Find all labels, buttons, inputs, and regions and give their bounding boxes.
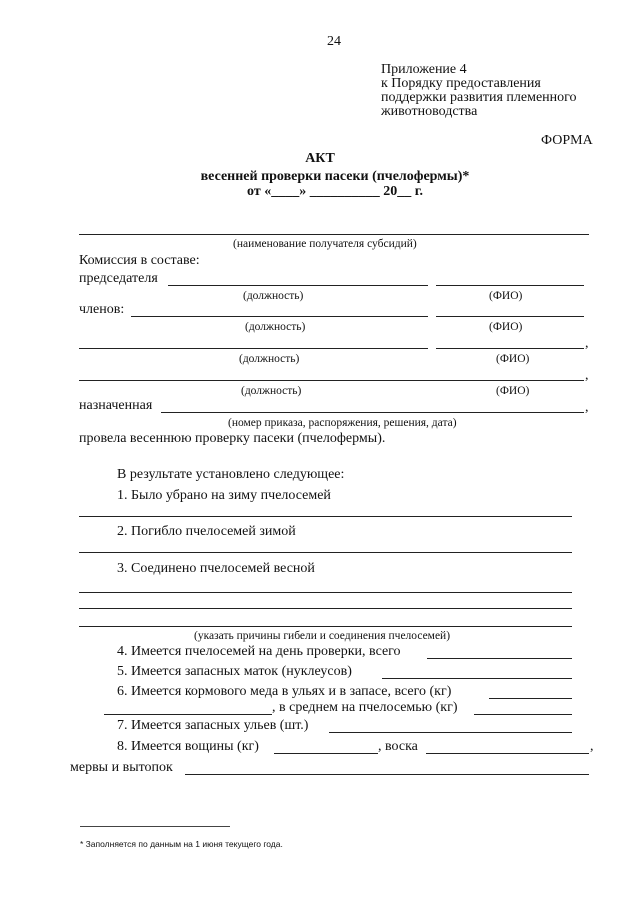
chairman-fio-line: [436, 285, 584, 286]
title-subject: весенней проверки пасеки (пчелофермы)*: [200, 169, 470, 184]
item-1-line: [79, 516, 572, 517]
position-caption: (должность): [241, 385, 302, 397]
conducted-text: провела весеннюю проверку пасеки (пчелофермы).: [79, 431, 386, 446]
form-label: ФОРМА: [541, 133, 593, 148]
item-6-line: [489, 698, 572, 699]
item-6-avg-line: [474, 714, 572, 715]
title-date: от «____» __________ 20__ г.: [247, 184, 423, 199]
order-caption: (номер приказа, распоряжения, решения, дата): [228, 417, 457, 429]
member3-line: [79, 380, 584, 381]
item-8-wax: , воска: [378, 739, 418, 754]
position-caption: (должность): [245, 321, 306, 333]
member1-position-line: [131, 316, 428, 317]
item-3-line-1: [79, 592, 572, 593]
comma: ,: [585, 368, 589, 383]
item-8-merva-line: [185, 774, 589, 775]
item-7-line: [329, 732, 572, 733]
footnote-separator: [80, 826, 230, 827]
fio-caption: (ФИО): [489, 321, 523, 333]
item-6: 6. Имеется кормового меда в ульях и в запасе, всего (кг): [117, 684, 452, 699]
item-6-average: , в среднем на пчелосемью (кг): [272, 700, 458, 715]
item-2: 2. Погибло пчелосемей зимой: [117, 524, 296, 539]
item-3-line-2: [79, 608, 572, 609]
appendix-line-1: Приложение 4: [381, 62, 467, 77]
chairman-label: председателя: [79, 271, 158, 286]
recipient-line: [79, 234, 589, 235]
chairman-position-line: [168, 285, 428, 286]
member2-position-line: [79, 348, 428, 349]
member2-fio-line: [436, 348, 584, 349]
reasons-caption: (указать причины гибели и соединения пчелосемей): [194, 630, 451, 642]
item-5: 5. Имеется запасных маток (нуклеусов): [117, 664, 352, 679]
item-4-line: [427, 658, 572, 659]
result-intro: В результате установлено следующее:: [117, 467, 345, 482]
members-label: членов:: [79, 302, 125, 317]
item-2-line: [79, 552, 572, 553]
order-line: [161, 412, 584, 413]
item-7: 7. Имеется запасных ульев (шт.): [117, 718, 309, 733]
appendix-line-2: к Порядку предоставления: [381, 76, 541, 91]
item-1: 1. Было убрано на зиму пчелосемей: [117, 488, 331, 503]
comma: ,: [585, 336, 589, 351]
appendix-line-3: поддержки развития племенного: [381, 90, 577, 105]
appendix-line-4: животноводства: [381, 104, 478, 119]
comma: ,: [590, 739, 594, 754]
fio-caption: (ФИО): [496, 353, 530, 365]
comma: ,: [585, 400, 589, 415]
footnote: * Заполняется по данным на 1 июня текущего года.: [80, 839, 283, 849]
position-caption: (должность): [243, 290, 304, 302]
commission-intro: Комиссия в составе:: [79, 253, 200, 268]
appointed-label: назначенная: [79, 398, 153, 413]
item-6-avg-left-line: [104, 714, 272, 715]
item-8-merva: мервы и вытопок: [70, 760, 173, 775]
page-number: 24: [327, 34, 341, 49]
position-caption: (должность): [239, 353, 300, 365]
item-3-line-3: [79, 626, 572, 627]
fio-caption: (ФИО): [489, 290, 523, 302]
fio-caption: (ФИО): [496, 385, 530, 397]
item-4: 4. Имеется пчелосемей на день проверки, всего: [117, 644, 401, 659]
item-8-wax-line: [426, 753, 589, 754]
item-8: 8. Имеется вощины (кг): [117, 739, 259, 754]
recipient-caption: (наименование получателя субсидий): [233, 238, 417, 250]
item-8-wax-foundation-line: [274, 753, 378, 754]
item-5-line: [382, 678, 572, 679]
title-act: АКТ: [305, 151, 335, 166]
item-3: 3. Соединено пчелосемей весной: [117, 561, 315, 576]
member1-fio-line: [436, 316, 584, 317]
